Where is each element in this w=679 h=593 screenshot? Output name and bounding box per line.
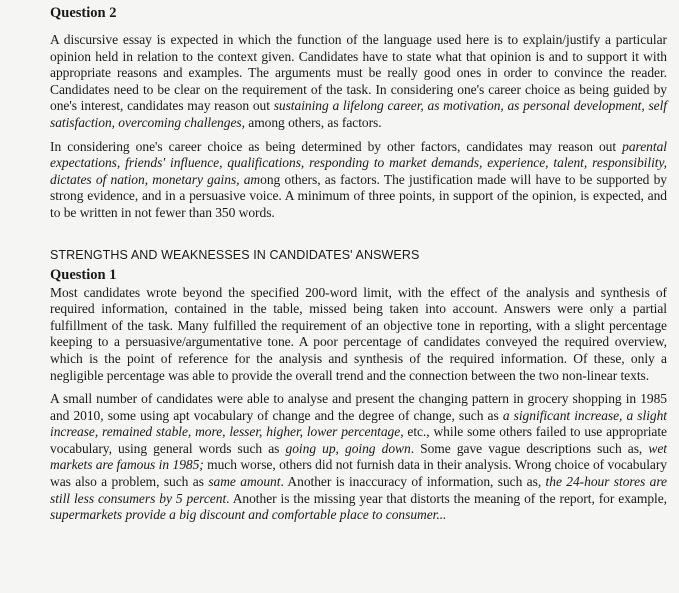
italic-run: going up, going down	[285, 440, 411, 456]
italic-run: sustaining a lifelong career, as motivation, as personal development, self satisfaction, overcoming challenges,	[50, 98, 668, 130]
text-run: In considering one's career choice as being determined by other factors, candidates may reason out	[50, 138, 623, 154]
text-run: . Another is the missing year that distorts the meaning of the report, for example,	[226, 490, 667, 506]
text-run: . Some gave vague descriptions such as,	[410, 440, 649, 456]
text-run: much worse, others did not furnish data in their analysis. Wrong choice of vocabulary was also a problem, such as	[50, 457, 667, 490]
question-2-paragraph-1	[50, 32, 667, 132]
italic-run: a significant increase, a slight increase, remained stable, more, lesser, higher, lower percentage	[50, 407, 667, 440]
question-2-paragraph-2	[50, 139, 667, 222]
text-run: , etc., while some others failed to use appropriate vocabulary, using general words such as	[50, 424, 667, 456]
italic-run: wet markets are famous in 1985;	[50, 440, 667, 473]
text-run: . Another is inaccuracy of information, such as,	[280, 474, 546, 490]
text-run: A small number of candidates were able to analyse and present the changing pattern in grocery shopping in 1985 and 2010, some using apt vocabulary of change and the degree of change, such as	[50, 391, 667, 423]
question-1-paragraph-1: Most candidates wrote beyond the specified 200-word limit, with the effect of the analysis and synthesis of required information, contained in the table, missed being taken into account. Answers were only a partial fulfillment of the task. Many fulfilled the requirement of an objective tone in reporting, with a slight percentage keeping to a persuasive/argumentative tone. A poor percentage of candidates conveyed the required overview, which is the point of reference for the analysis and synthesis of the required information. Of these, only a negligible percentage was able to provide the overall trend and the connection between the two non-linear texts.	[50, 284, 667, 383]
question-1-paragraph-2	[50, 391, 667, 524]
italic-run: parental expectations, friends' influence, qualifications, responding to market demands, experience, talent, responsibility, dictates of nation, monetary gains, am	[50, 138, 667, 187]
section-heading: STRENGTHS AND WEAKNESSES IN CANDIDATES' ANSWERS	[50, 247, 420, 262]
text-run: A discursive essay is expected in which the function of the language used here is to explain/justify a particular opinion held in relation to the context given. Candidates have to state what that opinion is and to support it with appropriate reasons and examples. The arguments must be really good ones in order to convince the reader. Candidates need to be clear on the requirement of the task. In considering one's career choice as being guided by one's interest, candidates may reason out	[50, 32, 667, 114]
italic-run: the 24-hour stores are still less consumers by 5 percent	[50, 474, 667, 506]
text-run: among others, as factors.	[244, 114, 382, 130]
italic-run: supermarkets provide a big discount and comfortable place to consumer...	[50, 507, 447, 523]
question-1-heading: Question 1	[50, 266, 117, 283]
italic-run: same amount	[208, 474, 281, 490]
question-2-heading: Question 2	[50, 5, 117, 21]
text-run: ong others, as factors. The justification made will have to be supported by strong evidence, and in a persuasive voice. A minimum of three points, in support of the opinion, is expected, and to be written in not fewer than 350 words.	[50, 171, 668, 220]
